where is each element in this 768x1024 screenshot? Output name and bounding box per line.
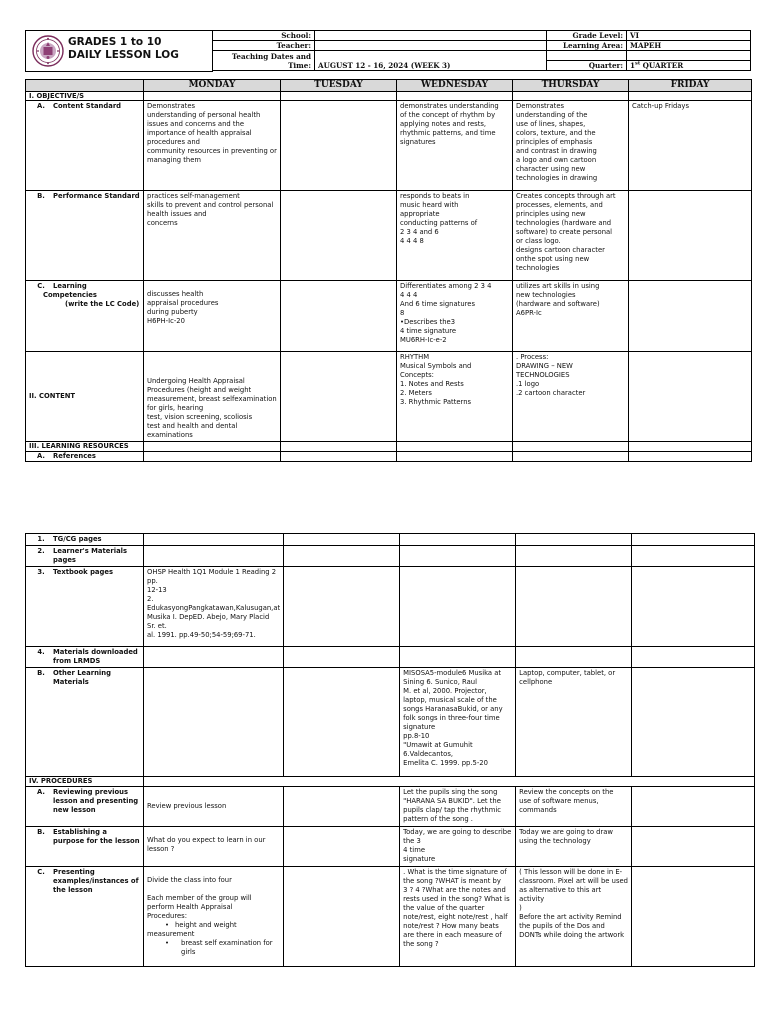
textbook-monday: OHSP Health 1Q1 Module 1 Reading 2 pp. 12-13 2. EdukasyongPangkatawan,Kalusugan,at Musika I. DepED. Abejo, Mary Placid Sr. et. al. 1991. pp.49-50;54-59;69-71. [144,567,284,647]
row-number: 4. [37,648,45,656]
reviewing-wednesday: Let the pupils sing the song "HARANA SA BUKID". Let the pupils clap/ tap the rhythmic pattern of the song . [400,787,516,827]
day-header-friday: FRIDAY [629,80,752,92]
row-label: References [53,452,96,460]
content-thursday: . Process: DRAWING – NEW TECHNOLOGIES .1 logo .2 cartoon character [513,352,629,442]
purpose-thursday: Today we are going to draw using the technology [516,827,632,867]
row-letter: B. [37,192,45,200]
teacher-value [315,41,547,51]
reviewing-thursday: Review the concepts on the use of software menus, commands [516,787,632,827]
other-materials-label [26,668,144,777]
competencies-thursday: utilizes art skills in using new technologies (hardware and software) A6PR-Ic [513,281,629,352]
references-label [26,452,144,462]
content-standard-label [26,101,144,191]
competencies-monday: discusses health appraisal procedures during puberty H6PH-Ic-20 [144,281,281,352]
row-label: Presenting examples/instances of the lesson [53,868,139,894]
row-label: Textbook pages [53,568,114,576]
row-label: TG/CG pages [53,535,102,543]
presenting-wednesday: . What is the time signature of the song ?WHAT is meant by 3 ? 4 ?What are the notes and rests used in the song? What is the value of the quarter note/rest, eight note/rest , half note/rest ? How many beats are there in each measure of the song ? [400,867,516,967]
teaching-dates-label-line1: Teaching Dates and [231,51,311,61]
other-materials-wednesday: MISOSA5-module6 Musika at Sining 6. Sunico, Raul M. et al, 2000. Projector, laptop, musical scale of the songs HaranasaBukid, or any folk songs in three-four time signature pp.8-10 "Umawit at Gumuhit 6.Valdecantos, Emelita C. 1999. pp.5-20 [400,668,516,777]
references-row [26,452,752,462]
row-label: Performance Standard [53,192,140,200]
row-label: Content Standard [53,102,122,110]
school-label: School: [213,31,315,41]
objectives-section-label: I. OBJECTIVE/S [26,92,144,101]
blank-label [547,51,627,61]
row-label-line1: Other Learning [53,669,111,677]
header-info-table [212,30,751,71]
title-line-1: GRADES 1 to 10 [68,36,162,48]
row-number: 2. [37,547,45,555]
content-standard-row [26,101,752,191]
performance-standard-row [26,191,752,281]
day-header-wednesday: WEDNESDAY [397,80,513,92]
tg-pages-row [26,534,755,546]
purpose-label [26,827,144,867]
content-standard-monday: Demonstrates understanding of personal health issues and concerns and the importance of health appraisal procedures and community resources in preventing or managing them [144,101,281,191]
grade-level-label: Grade Level: [547,31,627,41]
teacher-label: Teacher: [213,41,315,51]
lrmds-label [26,647,144,668]
procedures-section-label: IV. PROCEDURES [26,777,144,787]
row-label-line1: Materials downloaded [53,648,138,656]
content-standard-wednesday: demonstrates understanding of the concept of rhythm by applying notes and rests, rhythmic patterns, and time signatures [397,101,513,191]
other-materials-thursday: Laptop, computer, tablet, or cellphone [516,668,632,777]
school-value [315,31,547,41]
row-label: Establishing a purpose for the lesson [53,828,140,845]
row-label-line1: Learning [53,282,87,290]
learning-area-value: MAPEH [627,41,751,51]
content-tuesday [281,352,397,442]
header-title-box [25,30,213,72]
row-letter: A. [37,452,45,460]
reviewing-label [26,787,144,827]
row-label-line3: (write the LC Code) [65,300,140,308]
row-label: Learner's Materials pages [53,547,128,564]
row-label-line2: from LRMDS [53,657,101,665]
row-letter: C. [37,282,45,290]
learning-resources-label: III. LEARNING RESOURCES [26,442,144,452]
quarter-word: QUARTER [640,61,684,70]
presenting-monday-bullet-2: • breast self examination for girls [147,939,280,957]
performance-standard-thursday: Creates concepts through art processes, elements, and principles using new technologies (hardware and software) to create personal or class logo. designs cartoon character onthe spot using new technologies [513,191,629,281]
lesson-table-top [25,79,752,462]
competencies-wednesday: Differentiates among 2 3 4 4 4 4 And 6 time signatures 8 •Describes the3 4 time signature MU6RH-Ic-e-2 [397,281,513,352]
row-number: 3. [37,568,45,576]
content-standard-tuesday [281,101,397,191]
content-section-label: II. CONTENT [26,352,144,442]
row-label-line2: Materials [53,678,89,686]
deped-seal-icon [32,35,64,67]
lrmds-row [26,647,755,668]
day-header-monday: MONDAY [144,80,281,92]
row-letter: C. [37,868,45,876]
content-monday: Undergoing Health Appraisal Procedures (height and weight measurement, breast selfexamination for girls, hearing test, vision screening, scoliosis test and health and dental examinations [144,352,281,442]
performance-standard-wednesday: responds to beats in music heard with appropriate conducting patterns of 2 3 4 and 6 4 4 4 8 [397,191,513,281]
presenting-monday-intro: Divide the class into four Each member of the group will perform Health Appraisal Procedures: [147,876,252,920]
learning-area-label: Learning Area: [547,41,627,51]
other-materials-row [26,668,755,777]
competencies-tuesday [281,281,397,352]
row-label: Reviewing previous lesson and presenting new lesson [53,788,139,814]
lm-pages-row [26,546,755,567]
content-friday [629,352,752,442]
competencies-label [26,281,144,352]
presenting-label [26,867,144,967]
content-standard-thursday: Demonstrates understanding of the use of lines, shapes, colors, texture, and the principles of emphasis and contrast in drawing a logo and own cartoon character using new technologies in drawing [513,101,629,191]
performance-standard-tuesday [281,191,397,281]
row-number: 1. [37,535,45,543]
performance-standard-friday [629,191,752,281]
row-label-line2: Competencies [43,291,97,299]
blank-value [627,51,751,61]
row-letter: A. [37,102,45,110]
presenting-monday [144,867,284,967]
presenting-monday-bullet-1: • height and weight [147,921,280,930]
day-header-tuesday: TUESDAY [281,80,397,92]
competencies-row [26,281,752,352]
quarter-label: Quarter: [547,61,627,71]
presenting-row [26,867,755,967]
reviewing-monday: Review previous lesson [144,787,284,827]
document-title [68,36,179,62]
competencies-friday [629,281,752,352]
performance-standard-monday: practices self-management skills to prevent and control personal health issues and concerns [144,191,281,281]
quarter-number: 1 [630,61,636,70]
row-letter: A. [37,788,45,796]
purpose-monday: What do you expect to learn in our lesson ? [144,827,284,867]
content-standard-friday: Catch-up Fridays [629,101,752,191]
purpose-wednesday: Today, we are going to describe the 3 4 time signature [400,827,516,867]
corner-header [26,80,144,92]
lesson-table-bottom [25,533,755,967]
performance-standard-label [26,191,144,281]
row-letter: B. [37,669,45,677]
quarter-value [627,61,751,71]
teaching-dates-label [213,51,315,71]
title-line-2: DAILY LESSON LOG [68,49,179,61]
textbook-row [26,567,755,647]
content-wednesday: RHYTHM Musical Symbols and Concepts: 1. Notes and Rests 2. Meters 3. Rhythmic Patterns [397,352,513,442]
textbook-label [26,567,144,647]
content-row [26,352,752,442]
teaching-dates-value: AUGUST 12 - 16, 2024 (WEEK 3) [315,51,547,71]
presenting-thursday: ( This lesson will be done in E- classroom. Pixel art will be used as alternative to this art activity ) Before the art activity Remind the pupils of the Dos and DONTs while doing the artwork [516,867,632,967]
day-header-thursday: THURSDAY [513,80,629,92]
grade-level-value: VI [627,31,751,41]
teaching-dates-label-line2: Time: [288,60,311,70]
purpose-row [26,827,755,867]
reviewing-row [26,787,755,827]
row-letter: B. [37,828,45,836]
tg-pages-label [26,534,144,546]
presenting-monday-continued: measurement [147,930,195,938]
quarter-ordinal: st [635,60,641,67]
lm-pages-label [26,546,144,567]
